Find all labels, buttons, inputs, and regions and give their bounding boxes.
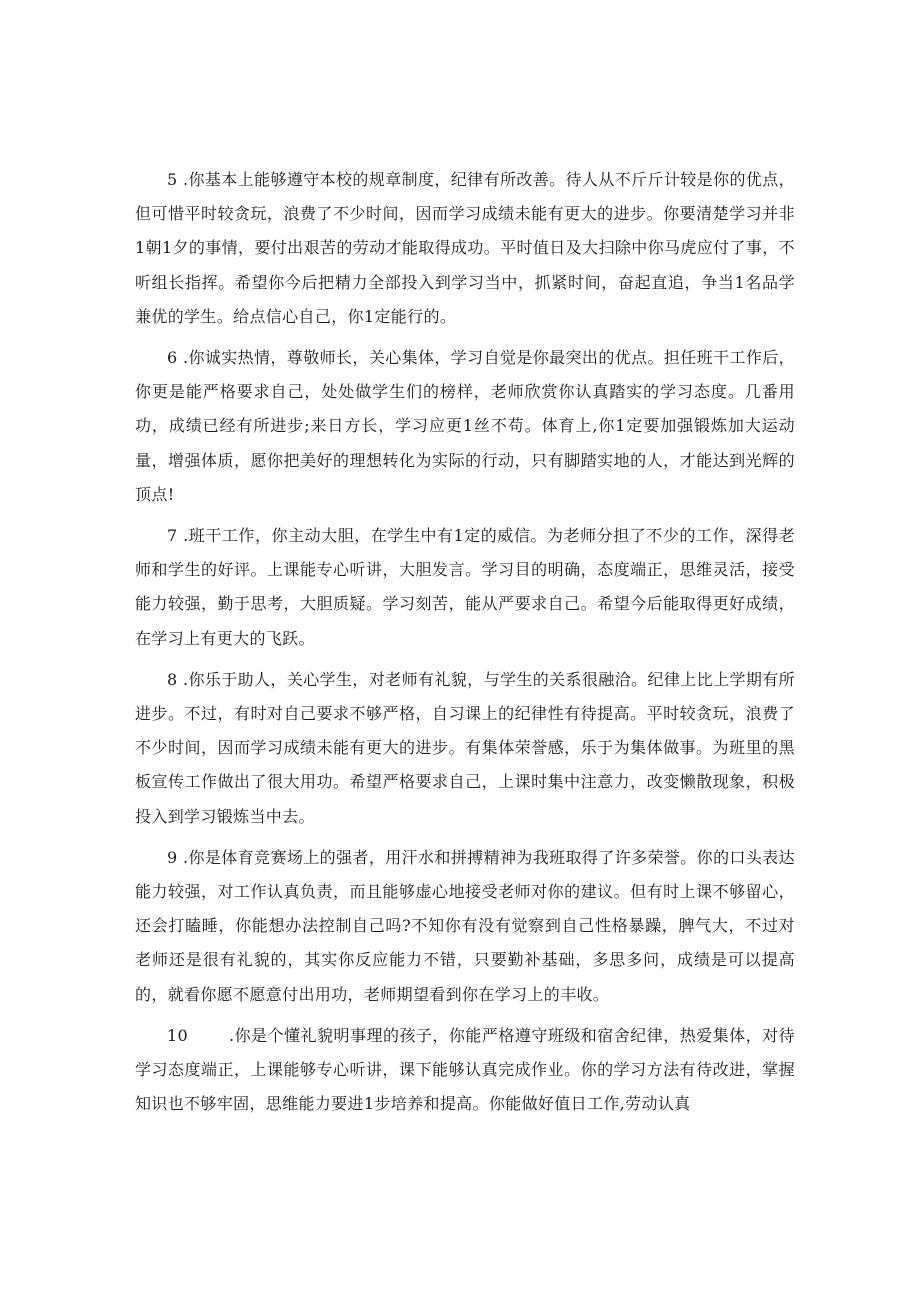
comment-paragraph-10 xyxy=(135,1019,795,1122)
paragraph-text: .你乐于助人，关心学生，对老师有礼貌，与学生的关系很融洽。纪律上比上学期有所进步。不过，有时对自己要求不够严格，自习课上的纪律性有待提高。平时较贪玩，浪费了不少时间，因而学习成绩未能有更大的进步。有集体荣誉感，乐于为集体做事。为班里的黑板宣传工作做出了很大用功。希望严格要求自己，上课时集中注意力，改变懒散现象，积极投入到学习锻炼当中去。 xyxy=(135,669,795,826)
paragraph-text: .你是体育竞赛场上的强者，用汗水和拼搏精神为我班取得了许多荣誉。你的口头表达能力较强，对工作认真负责，而且能够虚心地接受老师对你的建议。但有时上课不够留心，还会打瞌睡，你能想办法控制自己吗?不知你有没有觉察到自己性格暴躁，脾气大，不过对老师还是很有礼貌的，其实你反应能力不错，只要勤补基础，多思多问，成绩是可以提高的，就看你愿不愿意付出用功，老师期望看到你在学习上的丰收。 xyxy=(135,847,795,1004)
paragraph-text: .你基本上能够遵守本校的规章制度，纪律有所改善。待人从不斤斤计较是你的优点，但可惜平时较贪玩，浪费了不少时间，因而学习成绩未能有更大的进步。你要清楚学习并非1朝1夕的事情，要付出艰苦的劳动才能取得成功。平时值日及大扫除中你马虎应付了事，不听组长指挥。希望你今后把精力全部投入到学习当中，抓紧时间，奋起直追，争当1名品学兼优的学生。给点信心自己，你1定能行的。 xyxy=(135,170,795,326)
paragraph-number: 9 xyxy=(167,847,178,867)
paragraph-text: .你诚实热情，尊敬师长，关心集体，学习自觉是你最突出的优点。担任班干工作后，你更是能严格要求自己，处处做学生们的榜样，老师欣赏你认真踏实的学习态度。几番用功，成绩已经有所进步;来日方长，学习应更1丝不苟。体育上,你1定要加强锻炼加大运动量，增强体质，愿你把美好的理想转化为实际的行动，只有脚踏实地的人，才能达到光辉的顶点! xyxy=(135,348,795,504)
paragraph-text: .你是个懂礼貌明事理的孩子，你能严格遵守班级和宿舍纪律，热爱集体，对待学习态度端正，上课能够专心听讲，课下能够认真完成作业。你的学习方法有待改进，掌握知识也不够牢固，思维能力要进1步培养和提高。你能做好值日工作,劳动认真 xyxy=(135,1025,795,1114)
paragraph-text: .班干工作，你主动大胆，在学生中有1定的威信。为老师分担了不少的工作，深得老师和学生的好评。上课能专心听讲，大胆发言。学习目的明确，态度端正，思维灵活，接受能力较强，勤于思考，大胆质疑。学习刻苦，能从严要求自己。希望今后能取得更好成绩，在学习上有更大的飞跃。 xyxy=(135,526,795,648)
paragraph-number: 8 xyxy=(167,669,178,689)
comment-paragraph-9 xyxy=(135,841,795,1012)
paragraph-number: 10 xyxy=(167,1025,189,1045)
paragraph-number: 5 xyxy=(167,170,178,189)
comment-paragraph-8 xyxy=(135,663,795,834)
document-body xyxy=(135,163,795,1128)
paragraph-number: 6 xyxy=(167,348,178,368)
comment-paragraph-5 xyxy=(135,163,795,334)
paragraph-number: 7 xyxy=(167,526,178,546)
comment-paragraph-7 xyxy=(135,519,795,656)
comment-paragraph-6 xyxy=(135,341,795,512)
